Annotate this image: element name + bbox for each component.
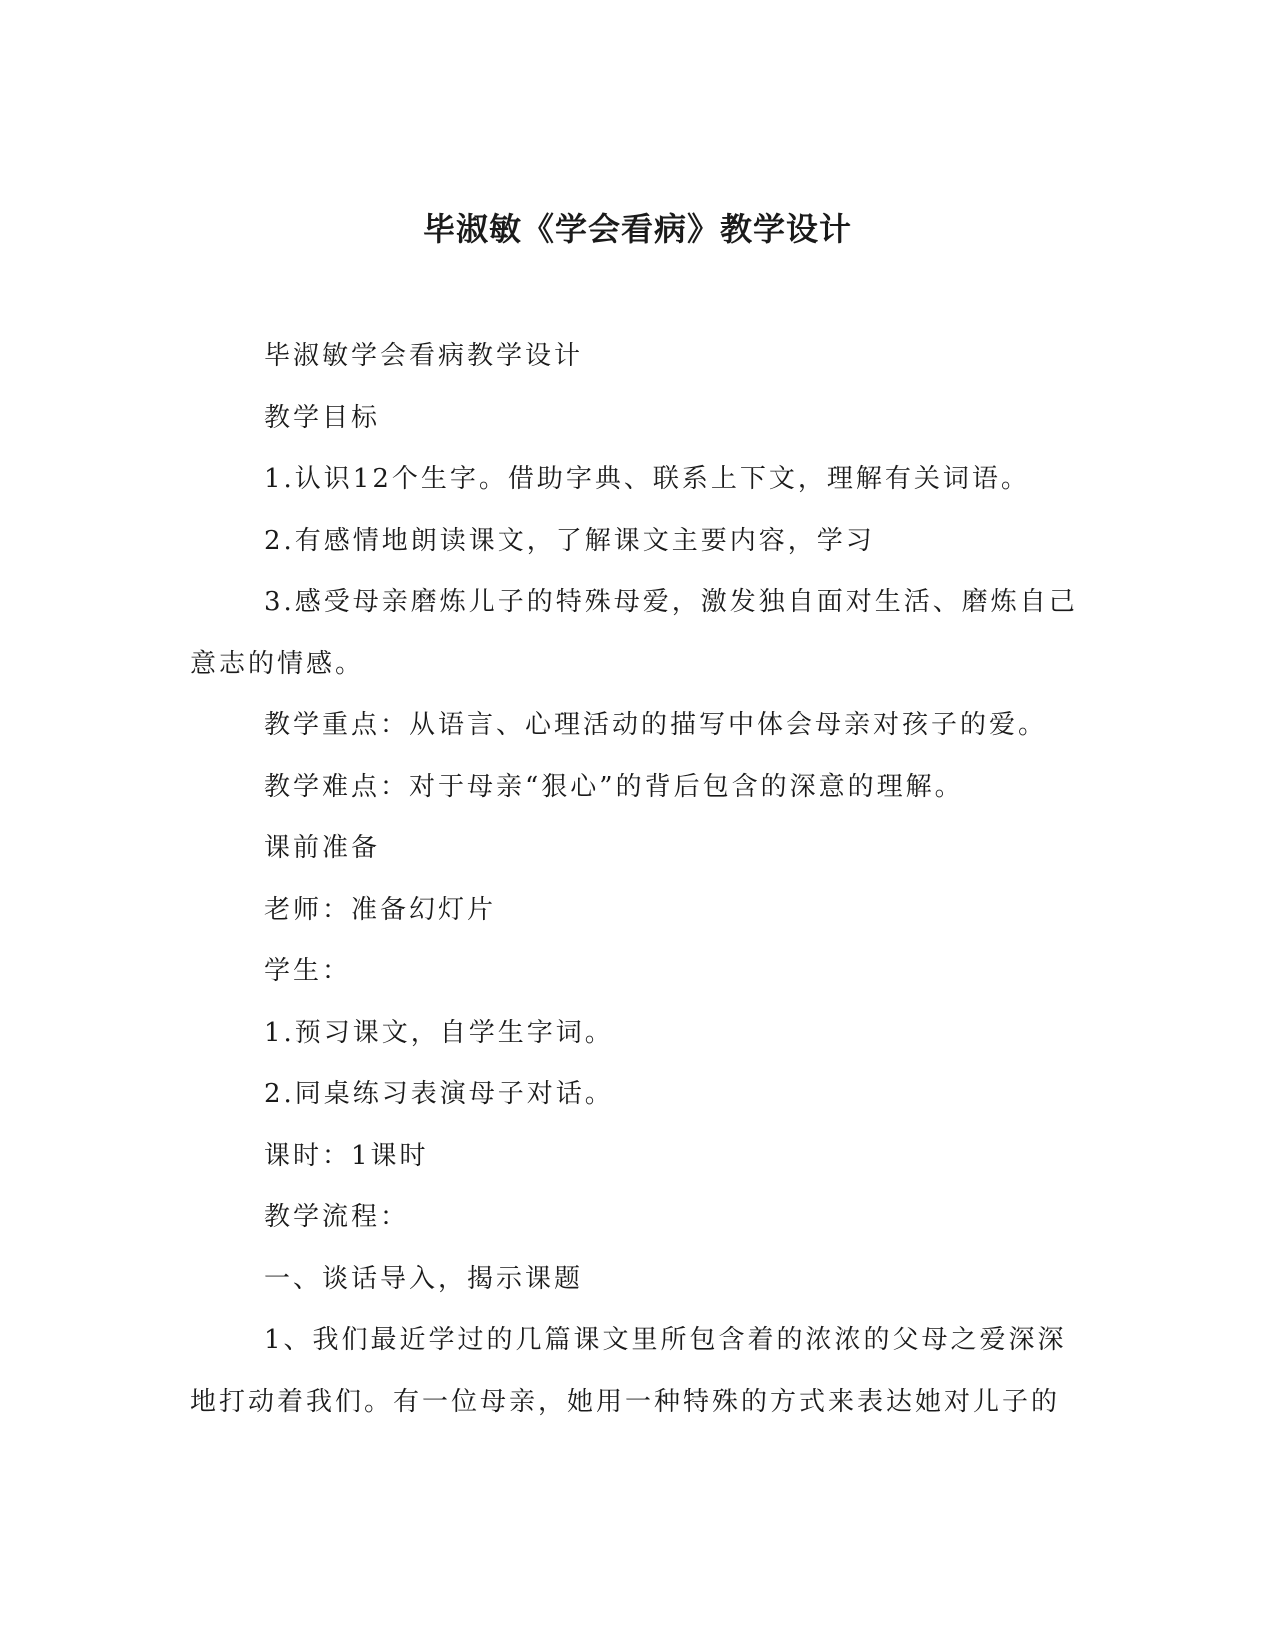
paragraph-teacher-prep: 老师：准备幻灯片 — [264, 894, 497, 925]
paragraph-objectives-heading: 教学目标 — [264, 402, 381, 433]
paragraph-key-point: 教学重点：从语言、心理活动的描写中体会母亲对孩子的爱。 — [264, 710, 1048, 740]
paragraph-objective-3: 3.感受母亲磨炼儿子的特殊母爱，激发独自面对生活、磨炼自己意志的情感。 — [190, 587, 1078, 679]
paragraph-student-prep-1: 1.预习课文，自学生字词。 — [264, 1017, 614, 1048]
paragraph-section-1-heading: 一、谈话导入，揭示课题 — [264, 1263, 584, 1294]
paragraph-student-heading: 学生： — [264, 956, 352, 986]
paragraph-objective-2: 2.有感情地朗读课文，了解课文主要内容，学习 — [264, 525, 875, 556]
paragraph-difficulty: 教学难点：对于母亲“狠心”的背后包含的深意的理解。 — [264, 771, 964, 802]
paragraph-subtitle: 毕淑敏学会看病教学设计 — [264, 341, 584, 371]
paragraph-preparation-heading: 课前准备 — [264, 833, 381, 863]
document-title: 毕淑敏《学会看病》教学设计 — [422, 210, 852, 248]
paragraph-process-heading: 教学流程： — [264, 1202, 410, 1232]
paragraph-section-1-text: 1、我们最近学过的几篇课文里所包含着的浓浓的父母之爱深深地打动着我们。有一位母亲，她用一种特殊的方式来表达她对儿子的 — [190, 1325, 1067, 1417]
paragraph-objective-1: 1.认识12个生字。借助字典、联系上下文，理解有关词语。 — [264, 464, 1030, 494]
paragraph-class-hours: 课时：1课时 — [264, 1140, 429, 1171]
document-body — [190, 326, 1090, 1433]
paragraph-student-prep-2: 2.同桌练习表演母子对话。 — [264, 1079, 614, 1109]
